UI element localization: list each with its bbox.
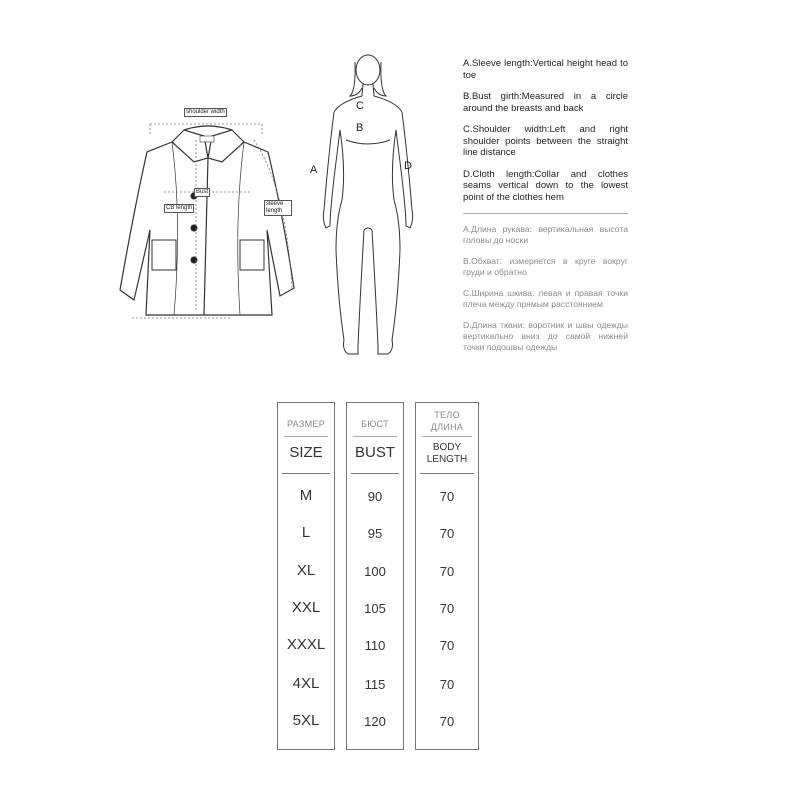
body-length-cell: 70 [439,714,455,729]
size-header-en: SIZE [289,444,323,461]
desc-en-a: A.Sleeve length:Vertical height head to toe [463,58,628,81]
bust-cell: 115 [364,677,386,692]
size-cell: L [301,524,311,541]
body-figure-illustration [300,50,440,362]
body-figure [300,50,440,362]
divider [463,213,628,214]
body-length-header-ru-1: ТЕЛО [434,410,460,420]
size-header-ru: РАЗМЕР [286,419,326,429]
body-length-cell: 70 [439,601,455,616]
body-length-cell: 70 [439,564,455,579]
size-cell: XXL [291,599,321,616]
bust-cell: 110 [364,638,386,653]
header-divider [353,436,397,437]
coat-diagram [112,100,312,330]
bust-cell: 90 [367,489,383,504]
desc-ru-d: D.Длина ткани: воротник и швы одежды вертикально вниз до самой нижней точки подошвы одежды [463,320,628,352]
header-divider [422,436,472,437]
letter-d: D [404,160,412,172]
bust-column [346,402,404,750]
body-length-cell: 70 [439,677,455,692]
desc-ru-c: C.Ширина шкива: левая и правая точки плеча между прямым расстоянием [463,288,628,309]
size-cell: XXXL [286,636,326,653]
bust-cell: 120 [364,714,386,729]
header-divider [284,436,328,437]
shoulder-width-label: shoulder width [186,109,225,115]
desc-ru-b: B.Обхват: измеряется в круге вокруг груди и обратно [463,256,628,277]
body-length-header-en-2: LENGTH [426,454,468,465]
size-cell: XL [296,562,316,579]
size-cell: 4XL [292,675,320,692]
body-length-cell: 70 [439,526,455,541]
bust-cell: 100 [364,564,386,579]
body-length-header-en-1: BODY [432,442,462,453]
desc-en-d: D.Cloth length:Collar and clothes seams vertical down to the lowest point of the clothes hem [463,168,628,203]
sleeve-length-label: sleeve length [264,200,292,216]
header-rule [351,473,399,474]
body-length-cell: 70 [439,638,455,653]
size-column [277,402,335,750]
bust-label: Bust [196,189,209,195]
header-rule [420,473,474,474]
bust-cell: 95 [367,526,383,541]
cb-length-label: CB length [166,205,193,211]
letter-a: A [310,164,318,176]
desc-en-c: C.Shoulder width:Left and right shoulder points between the straight line distance [463,124,628,158]
body-length-header-ru-2: ДЛИНА [430,422,464,432]
body-length-cell: 70 [439,489,455,504]
measurement-descriptions [463,58,628,363]
desc-en-b: B.Bust girth:Measured in a circle around the breasts and back [463,91,628,114]
body-length-column [415,402,479,750]
size-cell: 5XL [292,712,320,729]
bust-column-header [347,403,403,473]
bust-cell: 105 [364,601,386,616]
desc-ru-a: A.Длина рукава: вертикальная высота головы до носки [463,224,628,245]
letter-b: B [356,122,364,134]
bust-header-en: BUST [354,444,395,461]
body-length-column-header [416,403,478,473]
letter-c: C [356,100,364,112]
size-column-header [278,403,334,473]
header-rule [282,473,330,474]
size-cell: M [299,487,313,504]
bust-header-ru: БЮСТ [361,419,389,429]
